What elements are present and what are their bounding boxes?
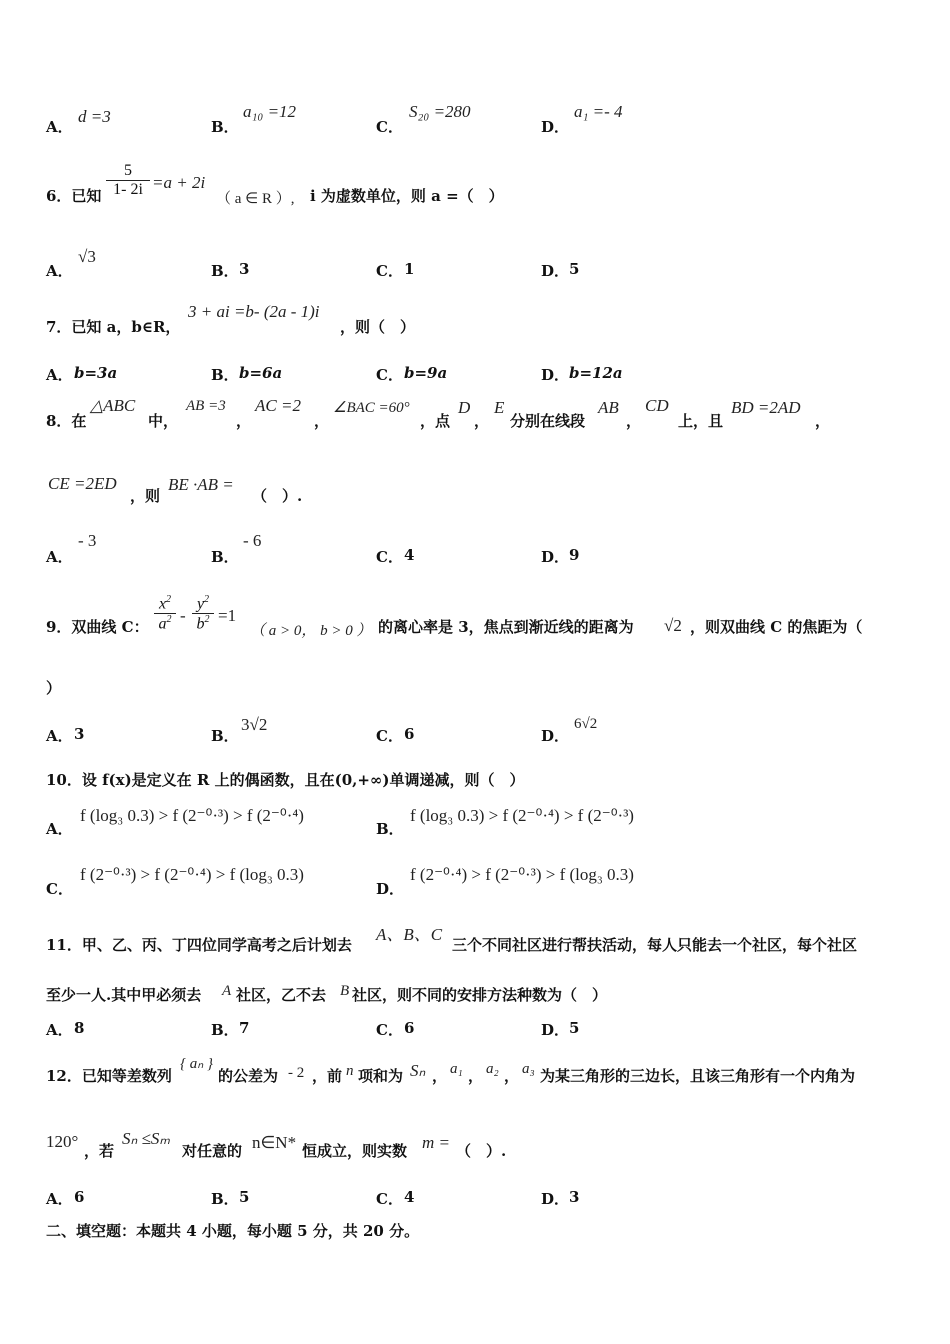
q9-option-c-label: C． [376, 727, 403, 745]
q6-option-d-value: 5 [569, 260, 580, 278]
q12-text-7: 对任意的 [182, 1142, 243, 1160]
q5-option-a-label: A． [46, 118, 73, 136]
q9-text-3: ，则双曲线 C 的焦距为（ [690, 618, 863, 636]
q11-option-c-value: 6 [404, 1019, 415, 1037]
q12-option-b-label: B． [211, 1190, 239, 1208]
q7-option-b-value: b=6a [239, 364, 283, 382]
q9-frac-y [192, 594, 214, 634]
q9-text-4: ） [46, 679, 62, 697]
q12-a3: a₃ [522, 1061, 535, 1077]
q7-option-d-value: b=12a [569, 364, 623, 382]
q9-option-b-value: 3√2 [241, 715, 268, 734]
q8-triangle: △ABC [90, 396, 136, 415]
q6-option-c-value: 1 [404, 260, 415, 278]
q12-text-3: ，前 [312, 1067, 343, 1085]
q10-option-d-label: D． [376, 880, 405, 898]
q6-option-b-label: B． [211, 262, 239, 280]
q8-seg-cd: CD [645, 396, 669, 415]
q9-frac-y-num: $y^2$ [196, 594, 210, 613]
q12-text-6: ，若 [84, 1142, 115, 1160]
q11-text-3: 至少一人.其中甲必须去 [46, 986, 202, 1004]
q9-option-d-label: D． [541, 727, 570, 745]
q5-option-b-expr: a₁₀ =12 [243, 102, 297, 121]
q6-equation: =a + 2i [152, 173, 206, 192]
q5-option-a-expr: d =3 [78, 107, 111, 126]
q9-frac-x-num: $x^2$ [158, 594, 172, 613]
q9-option-d-value: 6√2 [574, 716, 598, 732]
q6-text: i 为虚数单位，则 a =（ ） [310, 187, 504, 205]
q9-frac-x [154, 594, 176, 634]
q9-condition: （ a > 0， b > 0 ） [250, 623, 372, 639]
q12-sequence: { aₙ } [180, 1056, 213, 1072]
q11-option-b-value: 7 [239, 1019, 250, 1037]
q9-text-2: 的离心率是 3，焦点到渐近线的距离为 [378, 618, 634, 636]
q12-text-5: 为某三角形的三边长，且该三角形有一个内角为 [540, 1067, 856, 1085]
q11-option-d-label: D． [541, 1021, 570, 1039]
q12-option-a-label: A． [46, 1190, 73, 1208]
q6-option-a-label: A． [46, 262, 73, 280]
q7-expression: 3 + ai =b- (2a - 1)i [188, 302, 320, 321]
q5-option-c-expr: S₂₀ =280 [409, 102, 471, 121]
q8-comma-4: ， [626, 412, 642, 430]
q9-equals-one: =1 [218, 606, 237, 625]
q8-text-2: 中， [148, 412, 179, 430]
q12-angle: 120° [46, 1132, 79, 1151]
q6-frac-num: 5 [124, 162, 132, 179]
q10-option-b-value: f (log₃ 0.3) > f (2⁻⁰·⁴) > f (2⁻⁰·³) [410, 806, 634, 825]
q6-number: 6．已知 [46, 187, 102, 205]
q9-option-b-label: B． [211, 727, 239, 745]
q12-option-c-label: C． [376, 1190, 403, 1208]
q9-option-a-label: A． [46, 727, 73, 745]
q11-text-5: 社区，则不同的安排方法种数为（ ） [352, 986, 608, 1004]
q8-option-a-label: A． [46, 548, 73, 566]
q5-option-b-label: B． [211, 118, 239, 136]
q8-option-c-label: C． [376, 548, 403, 566]
q7-option-c-label: C． [376, 366, 403, 384]
q8-comma-5: ， [815, 412, 831, 430]
q11-option-a-label: A． [46, 1021, 73, 1039]
q8-point-d: D [458, 398, 471, 417]
q7-option-b-label: B． [211, 366, 239, 384]
q12-text-9: （ ）. [456, 1142, 507, 1160]
q6-fraction [106, 162, 150, 199]
q12-text-2: 的公差为 [218, 1067, 279, 1085]
q9-option-c-value: 6 [404, 725, 415, 743]
q7-text-b: ，则（ ） [340, 318, 416, 336]
q8-text-5: 上，且 [678, 412, 724, 430]
q8-ab: AB =3 [186, 398, 226, 414]
q12-option-b-value: 5 [239, 1188, 250, 1206]
q12-option-a-value: 6 [74, 1188, 85, 1206]
q8-option-c-value: 4 [404, 546, 415, 564]
q10-option-c-value: f (2⁻⁰·³) > f (2⁻⁰·⁴) > f (log₃ 0.3) [80, 865, 304, 884]
q8-dot-product: BE ·AB = [168, 475, 234, 494]
q12-comma-3: ， [504, 1067, 520, 1085]
q11-text-2: 三个不同社区进行帮扶活动，每人只能去一个社区，每个社区 [452, 936, 858, 954]
q6-option-d-label: D． [541, 262, 570, 280]
q12-text-8: 恒成立，则实数 [302, 1142, 408, 1160]
q5-option-c-label: C． [376, 118, 403, 136]
q11-option-c-label: C． [376, 1021, 403, 1039]
q8-comma-2: ， [314, 412, 330, 430]
q8-bd: BD =2AD [731, 398, 801, 417]
q8-option-a-value: - 3 [78, 531, 97, 550]
q12-m: m = [422, 1133, 450, 1152]
q8-text-6: ，则 [130, 487, 161, 505]
q7-option-c-value: b=9a [404, 364, 448, 382]
q11-option-b-label: B． [211, 1021, 239, 1039]
q8-text-7: （ ）. [252, 487, 303, 505]
q10-option-a-label: A． [46, 820, 73, 838]
q11-text-1: 11．甲、乙、丙、丁四位同学高考之后计划去 [46, 936, 352, 954]
q9-sqrt2: √2 [664, 616, 682, 635]
q7-text-a: 7．已知 a，b∈R， [46, 318, 181, 336]
q11-abc: A、B、C [376, 925, 443, 944]
q9-minus: - [180, 606, 186, 625]
q7-option-a-label: A． [46, 366, 73, 384]
q10-text: 10．设 f(x)是定义在 R 上的偶函数，且在(0,+∞)单调递减，则（ ） [46, 771, 525, 789]
q8-comma-3: ， [474, 412, 490, 430]
q6-option-c-label: C． [376, 262, 403, 280]
q8-ce: CE =2ED [48, 474, 117, 493]
q7-option-d-label: D． [541, 366, 570, 384]
q8-text-3: ，点 [420, 412, 451, 430]
q11-text-4: 社区，乙不去 [236, 986, 327, 1004]
q12-diff: - 2 [288, 1065, 305, 1081]
q11-a: A [222, 983, 232, 999]
q9-frac-x-den: $a^2$ [154, 613, 176, 633]
q8-text-1: 8．在 [46, 412, 87, 430]
q10-option-d-value: f (2⁻⁰·⁴) > f (2⁻⁰·³) > f (log₃ 0.3) [410, 865, 634, 884]
q8-point-e: E [494, 398, 505, 417]
q6-option-b-value: 3 [239, 260, 250, 278]
q9-text-1: 9．双曲线 C： [46, 618, 149, 636]
q9-frac-y-den: $b^2$ [192, 613, 214, 633]
q12-a1: a₁ [450, 1061, 463, 1077]
q8-option-b-value: - 6 [243, 531, 262, 550]
q12-option-d-label: D． [541, 1190, 570, 1208]
q5-option-d-expr: a₁ =- 4 [574, 102, 623, 121]
q11-option-d-value: 5 [569, 1019, 580, 1037]
q6-frac-den: 1- 2i [106, 180, 150, 199]
q11-option-a-value: 8 [74, 1019, 85, 1037]
q8-comma-1: ， [236, 412, 252, 430]
q8-seg-ab: AB [598, 398, 619, 417]
q8-ac: AC =2 [255, 396, 301, 415]
q12-sn: Sₙ [410, 1061, 426, 1080]
q12-text-4: 项和为 [358, 1067, 404, 1085]
q12-a2: a₂ [486, 1061, 499, 1077]
q12-inequality: Sₙ ≤Sₘ [122, 1129, 170, 1148]
q8-text-4: 分别在线段 [510, 412, 586, 430]
q6-condition: （ a ∈ R ）, [216, 191, 295, 207]
q5-option-d-label: D． [541, 118, 570, 136]
q12-option-c-value: 4 [404, 1188, 415, 1206]
q8-option-d-label: D． [541, 548, 570, 566]
q12-nset: n∈N* [252, 1133, 297, 1152]
q12-option-d-value: 3 [569, 1188, 580, 1206]
q11-b: B [340, 983, 350, 999]
section-2-heading: 二、填空题：本题共 4 小题，每小题 5 分，共 20 分。 [46, 1222, 420, 1240]
q6-option-a-value: √3 [78, 247, 96, 266]
q12-comma-1: ， [432, 1067, 448, 1085]
q9-option-a-value: 3 [74, 725, 85, 743]
q10-option-b-label: B． [376, 820, 404, 838]
q12-text-1: 12．已知等差数列 [46, 1067, 172, 1085]
q12-comma-2: ， [468, 1067, 484, 1085]
q12-n: n [346, 1063, 354, 1079]
q8-angle: ∠BAC =60° [333, 400, 410, 416]
q10-option-a-value: f (log₃ 0.3) > f (2⁻⁰·³) > f (2⁻⁰·⁴) [80, 806, 304, 825]
q8-option-b-label: B． [211, 548, 239, 566]
q7-option-a-value: b=3a [74, 364, 118, 382]
q10-option-c-label: C． [46, 880, 73, 898]
q8-option-d-value: 9 [569, 546, 580, 564]
